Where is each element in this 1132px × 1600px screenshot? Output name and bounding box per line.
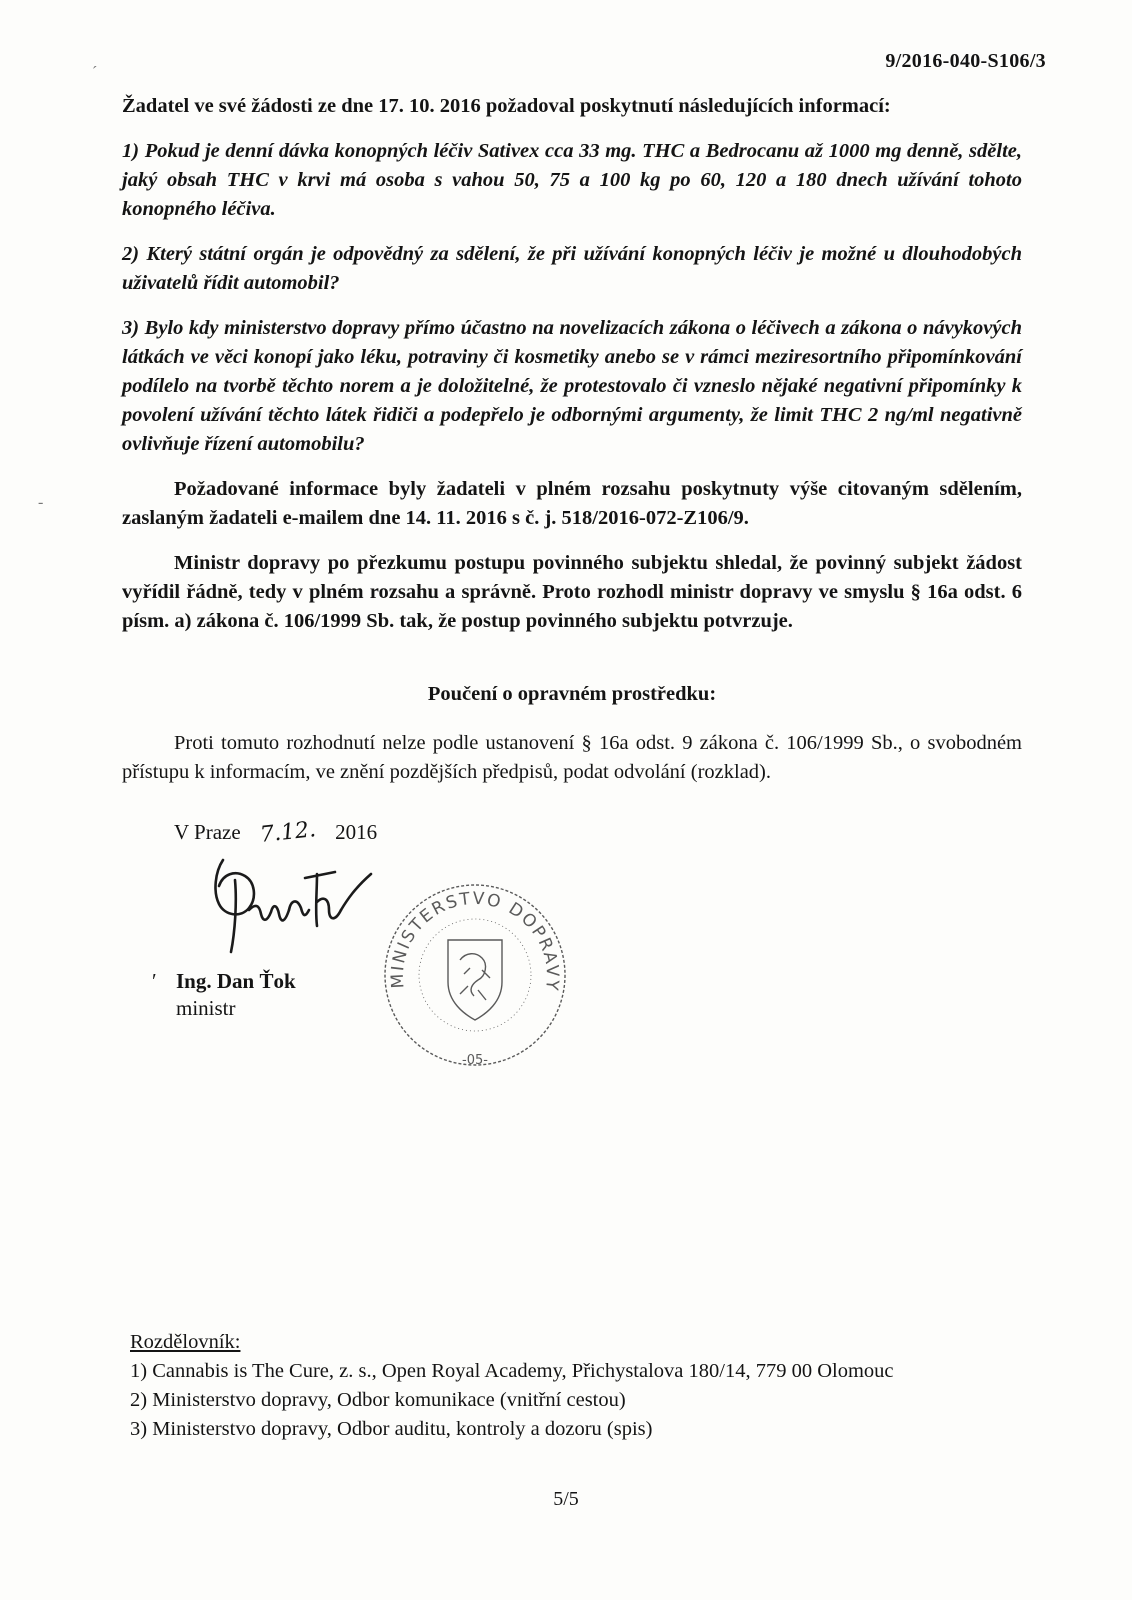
scan-speck: ˊ — [92, 64, 98, 81]
scan-speck: - — [38, 494, 44, 511]
question-1: 1) Pokud je denní dávka konopných léčiv Sativex cca 33 mg. THC a Bedrocanu až 1000 mg denně, sdělte, jaký obsah THC v krvi má osoba s vahou 50, 75 a 100 kg po 60, 120 a 180 dnech užívání tohoto konopného léčiva. — [122, 140, 1022, 220]
date-line — [174, 817, 378, 848]
remedy-heading: Poučení o opravném prostředku: — [427, 683, 717, 705]
handwritten-date: 7.12. — [258, 817, 318, 848]
question-3: 3) Bylo kdy ministerstvo dopravy přímo účastno na novelizacích zákona o léčivech a zákona o návykových látkách ve věci konopí jako léku, potraviny či kosmetiky anebo se v rámci meziresortního připomínkování podílelo na tvorbě těchto norem a je doložitelné, že protestovalo či vzneslo nějaké negativní připomínky k povolení užívání těchto látek řidiči a podepřelo je odbornými argumenty, že limit THC 2 ng/ml negativně ovlivňuje řízení automobilu? — [122, 317, 1022, 455]
handwritten-signature-icon — [205, 852, 375, 962]
distribution-list — [130, 1328, 894, 1444]
stamp-text: MINISTERSTVO DOPRAVY — [387, 888, 563, 994]
page-number: 5/5 — [553, 1488, 579, 1510]
signer-name: Ing. Dan Ťok — [176, 969, 296, 993]
intro-paragraph: Žadatel ve své žádosti ze dne 17. 10. 2016 požadoval poskytnutí následujících informací: — [122, 95, 891, 117]
remedy-text: Proti tomuto rozhodnutí nelze podle ustanovení § 16a odst. 9 zákona č. 106/1999 Sb., o svobodném přístupu k informacím, ve znění pozdějších předpisů, podat odvolání (rozklad). — [122, 732, 1022, 783]
year: 2016 — [335, 820, 378, 844]
signer-block: ʹ Ing. Dan Ťok ministr — [152, 969, 296, 1020]
signer-role: ministr — [176, 996, 236, 1020]
ministry-stamp-icon — [378, 878, 572, 1072]
stamp-number: -05- — [462, 1053, 488, 1068]
list-item: 3) Ministerstvo dopravy, Odbor auditu, kontroly a dozoru (spis) — [130, 1418, 653, 1440]
reference-number: 9/2016-040-S106/3 — [885, 50, 1046, 72]
distribution-title: Rozdělovník: — [130, 1331, 241, 1353]
place: V Praze — [174, 820, 241, 844]
decision-paragraph: Ministr dopravy po přezkumu postupu povinného subjektu shledal, že povinný subjekt žádost vyřídil řádně, tedy v plném rozsahu a správně. Proto rozhodl ministr dopravy ve smyslu § 16a odst. 6 písm. a) zákona č. 106/1999 Sb. tak, že postup povinného subjektu potvrzuje. — [122, 552, 1022, 632]
list-item: 1) Cannabis is The Cure, z. s., Open Royal Academy, Přichystalova 180/14, 779 00 Olomouc — [130, 1360, 894, 1382]
document-body — [122, 92, 1022, 787]
svg-text:MINISTERSTVO DOPRAVY — [388, 889, 563, 993]
provided-paragraph: Požadované informace byly žadateli v plném rozsahu poskytnuty výše citovaným sdělením, zaslaným žadateli e-mailem dne 14. 11. 2016 s č. j. 518/2016-072-Z106/9. — [122, 478, 1022, 529]
question-2: 2) Který státní orgán je odpovědný za sdělení, že při užívání konopných léčiv je možné u dlouhodobých uživatelů řídit automobil? — [122, 243, 1022, 294]
list-item: 2) Ministerstvo dopravy, Odbor komunikace (vnitřní cestou) — [130, 1389, 626, 1411]
